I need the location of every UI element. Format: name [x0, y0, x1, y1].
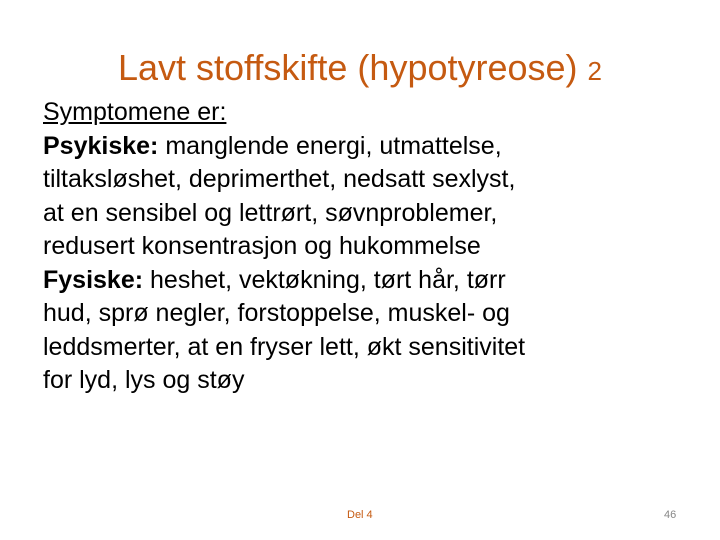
physical-line-1	[43, 264, 653, 298]
intro-heading: Symptomene er:	[43, 98, 227, 126]
slide-title-text: Lavt stoffskifte (hypotyreose)	[117, 47, 578, 88]
physical-line-2: hud, sprø negler, forstoppelse, muskel- og	[43, 299, 510, 327]
physical-line-3: leddsmerter, at en fryser lett, økt sensitivitet	[43, 332, 526, 361]
physical-label: Fysiske:	[43, 265, 144, 294]
slide-title	[0, 44, 720, 95]
psychological-line-2: tiltaksløshet, deprimerthet, nedsatt sexlyst,	[43, 165, 516, 193]
slide-body	[43, 96, 653, 398]
psychological-text-1: manglende energi, utmattelse,	[158, 131, 502, 160]
psychological-label: Psykiske:	[43, 131, 159, 160]
psychological-line-4: redusert konsentrasjon og hukommelse	[43, 232, 481, 260]
psychological-line-3: at en sensibel og lettrørt, søvnproblemer,	[43, 198, 498, 227]
footer-section-label: Del 4	[347, 509, 373, 521]
physical-line-4: for lyd, lys og støy	[43, 366, 245, 394]
psychological-line-1	[43, 130, 653, 164]
page-number: 46	[664, 509, 677, 521]
physical-text-1: heshet, vektøkning, tørt hår, tørr	[143, 265, 506, 294]
slide-title-number: 2	[587, 56, 603, 86]
